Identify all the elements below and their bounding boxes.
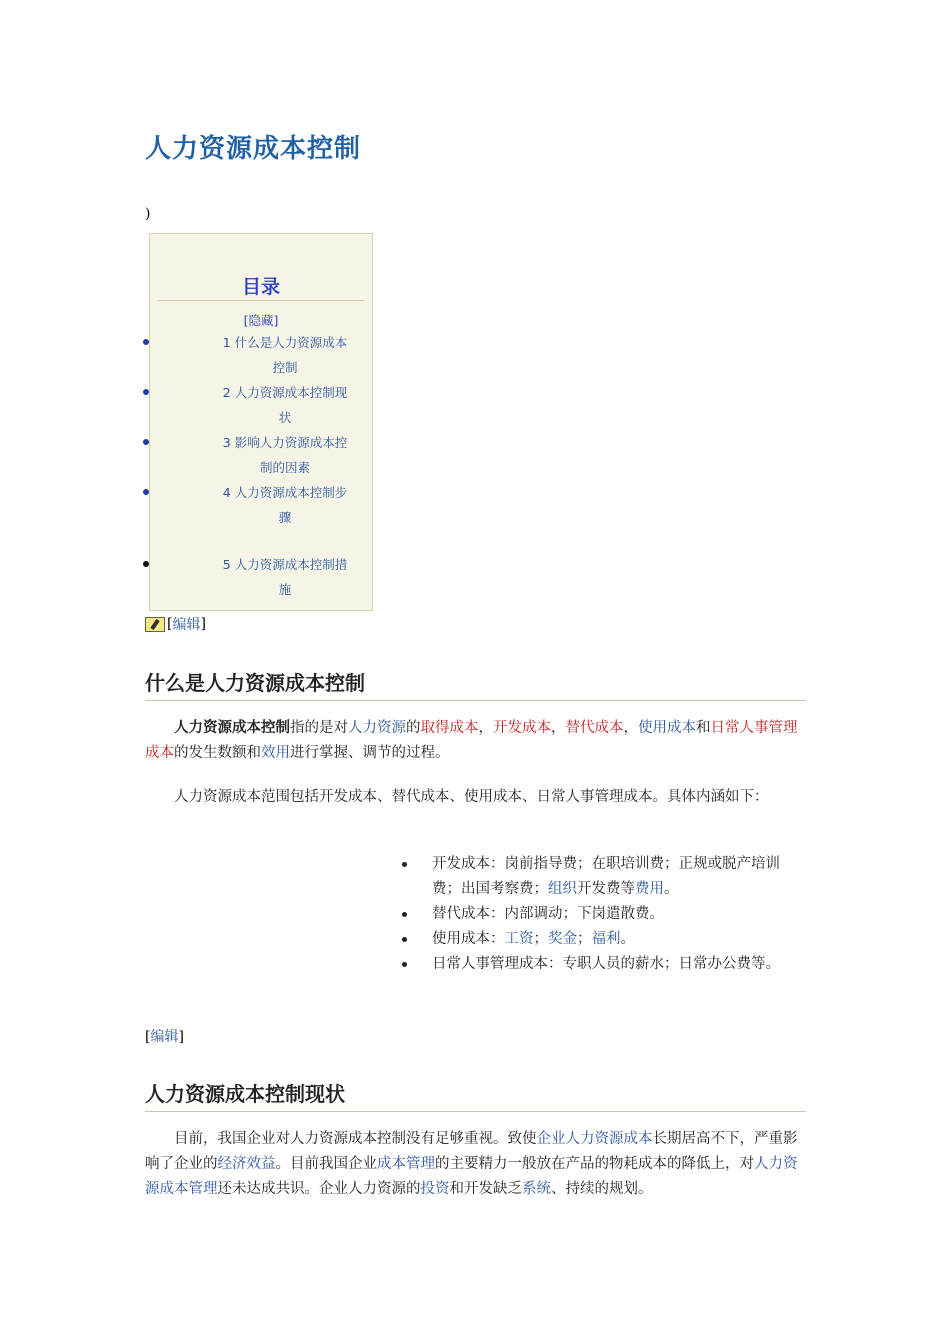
link-salary[interactable]: 工资 — [504, 931, 534, 947]
table-of-contents — [149, 233, 373, 611]
toc-item-2[interactable]: 2 人力资源成本控制现 状 — [222, 385, 348, 425]
toc-bullet — [143, 439, 149, 445]
page-title: 人力资源成本控制 — [145, 134, 362, 164]
toc-bullet — [143, 561, 149, 567]
list-item: 使用成本：工资；奖金；福利。 — [402, 927, 792, 952]
toc-hide-link[interactable]: 隐藏 — [248, 313, 274, 328]
link-expense[interactable]: 费用 — [635, 881, 664, 897]
toc-item-4[interactable]: 4 人力资源成本控制步 骤 — [222, 485, 348, 525]
cost-breakdown-list — [402, 852, 792, 977]
list-item: 替代成本：内部调动；下岗遣散费。 — [402, 902, 792, 927]
toc-bullet — [143, 339, 149, 345]
link-acquisition-cost[interactable]: 取得成本 — [420, 720, 479, 736]
link-welfare[interactable]: 福利 — [591, 931, 621, 947]
link-hr-cost-management[interactable]: 人力资源成本管理 — [145, 1156, 798, 1197]
link-development-cost[interactable]: 开发成本 — [493, 720, 551, 736]
toc-title: 目录 — [158, 272, 364, 301]
link-human-resources[interactable]: 人力资源 — [348, 720, 406, 736]
toc-bullet — [143, 389, 149, 395]
edit-row-2: [编辑] — [145, 1029, 184, 1045]
section1-paragraph-1: 人力资源成本控制指的是对人力资源的取得成本，开发成本，替代成本，使用成本和日常人事管理成本的发生数额和效用进行掌握、调节的过程。 — [145, 719, 798, 761]
edit-link[interactable]: 编辑 — [172, 617, 201, 633]
toc-item-3[interactable]: 3 影响人力资源成本控 制的因素 — [222, 435, 348, 475]
section1-paragraph-2: 人力资源成本范围包括开发成本、替代成本、使用成本、日常人事管理成本。具体内涵如下： — [174, 789, 769, 805]
link-bonus[interactable]: 奖金 — [548, 931, 577, 947]
toc-item-5[interactable]: 5 人力资源成本控制措 施 — [222, 557, 348, 597]
pencil-icon[interactable] — [145, 617, 165, 632]
stray-character: ) — [145, 206, 151, 222]
link-cost-management[interactable]: 成本管理 — [377, 1156, 435, 1172]
edit-row-1: [ 编辑 ] — [145, 614, 206, 634]
list-item: 日常人事管理成本：专职人员的薪水；日常办公费等。 — [402, 952, 792, 977]
link-replacement-cost[interactable]: 替代成本 — [565, 720, 624, 736]
toc-bullet — [143, 489, 149, 495]
link-organization[interactable]: 组织 — [548, 881, 577, 897]
link-usage-cost[interactable]: 使用成本 — [638, 720, 696, 736]
link-system[interactable]: 系统 — [522, 1181, 551, 1197]
section-heading-what-is: 什么是人力资源成本控制 — [145, 667, 806, 701]
link-investment[interactable]: 投资 — [420, 1181, 450, 1197]
section-heading-status: 人力资源成本控制现状 — [145, 1078, 806, 1112]
toc-item-1[interactable]: 1 什么是人力资源成本 控制 — [222, 335, 348, 375]
section2-paragraph-1: 目前，我国企业对人力资源成本控制没有足够重视。致使企业人力资源成本长期居高不下，严重影响了企业的经济效益。目前我国企业成本管理的主要精力一般放在产品的物耗成本的降低上，对人力资源成本管理还未达成共识。企业人力资源的投资和开发缺乏系统、持续的规划。 — [145, 1131, 798, 1197]
link-daily-hr-cost[interactable]: 日常人事管理成本 — [145, 720, 798, 761]
toc-hide-toggle: [隐藏] — [243, 313, 279, 328]
link-economic-benefit[interactable]: 经济效益 — [217, 1156, 276, 1172]
link-utility[interactable]: 效用 — [261, 745, 290, 761]
edit-link[interactable]: 编辑 — [150, 1029, 179, 1045]
link-enterprise-hr-cost[interactable]: 企业人力资源成本 — [536, 1131, 653, 1147]
list-item: 开发成本：岗前指导费；在职培训费；正规或脱产培训费；出国考察费；组织开发费等费用。 — [402, 852, 792, 902]
